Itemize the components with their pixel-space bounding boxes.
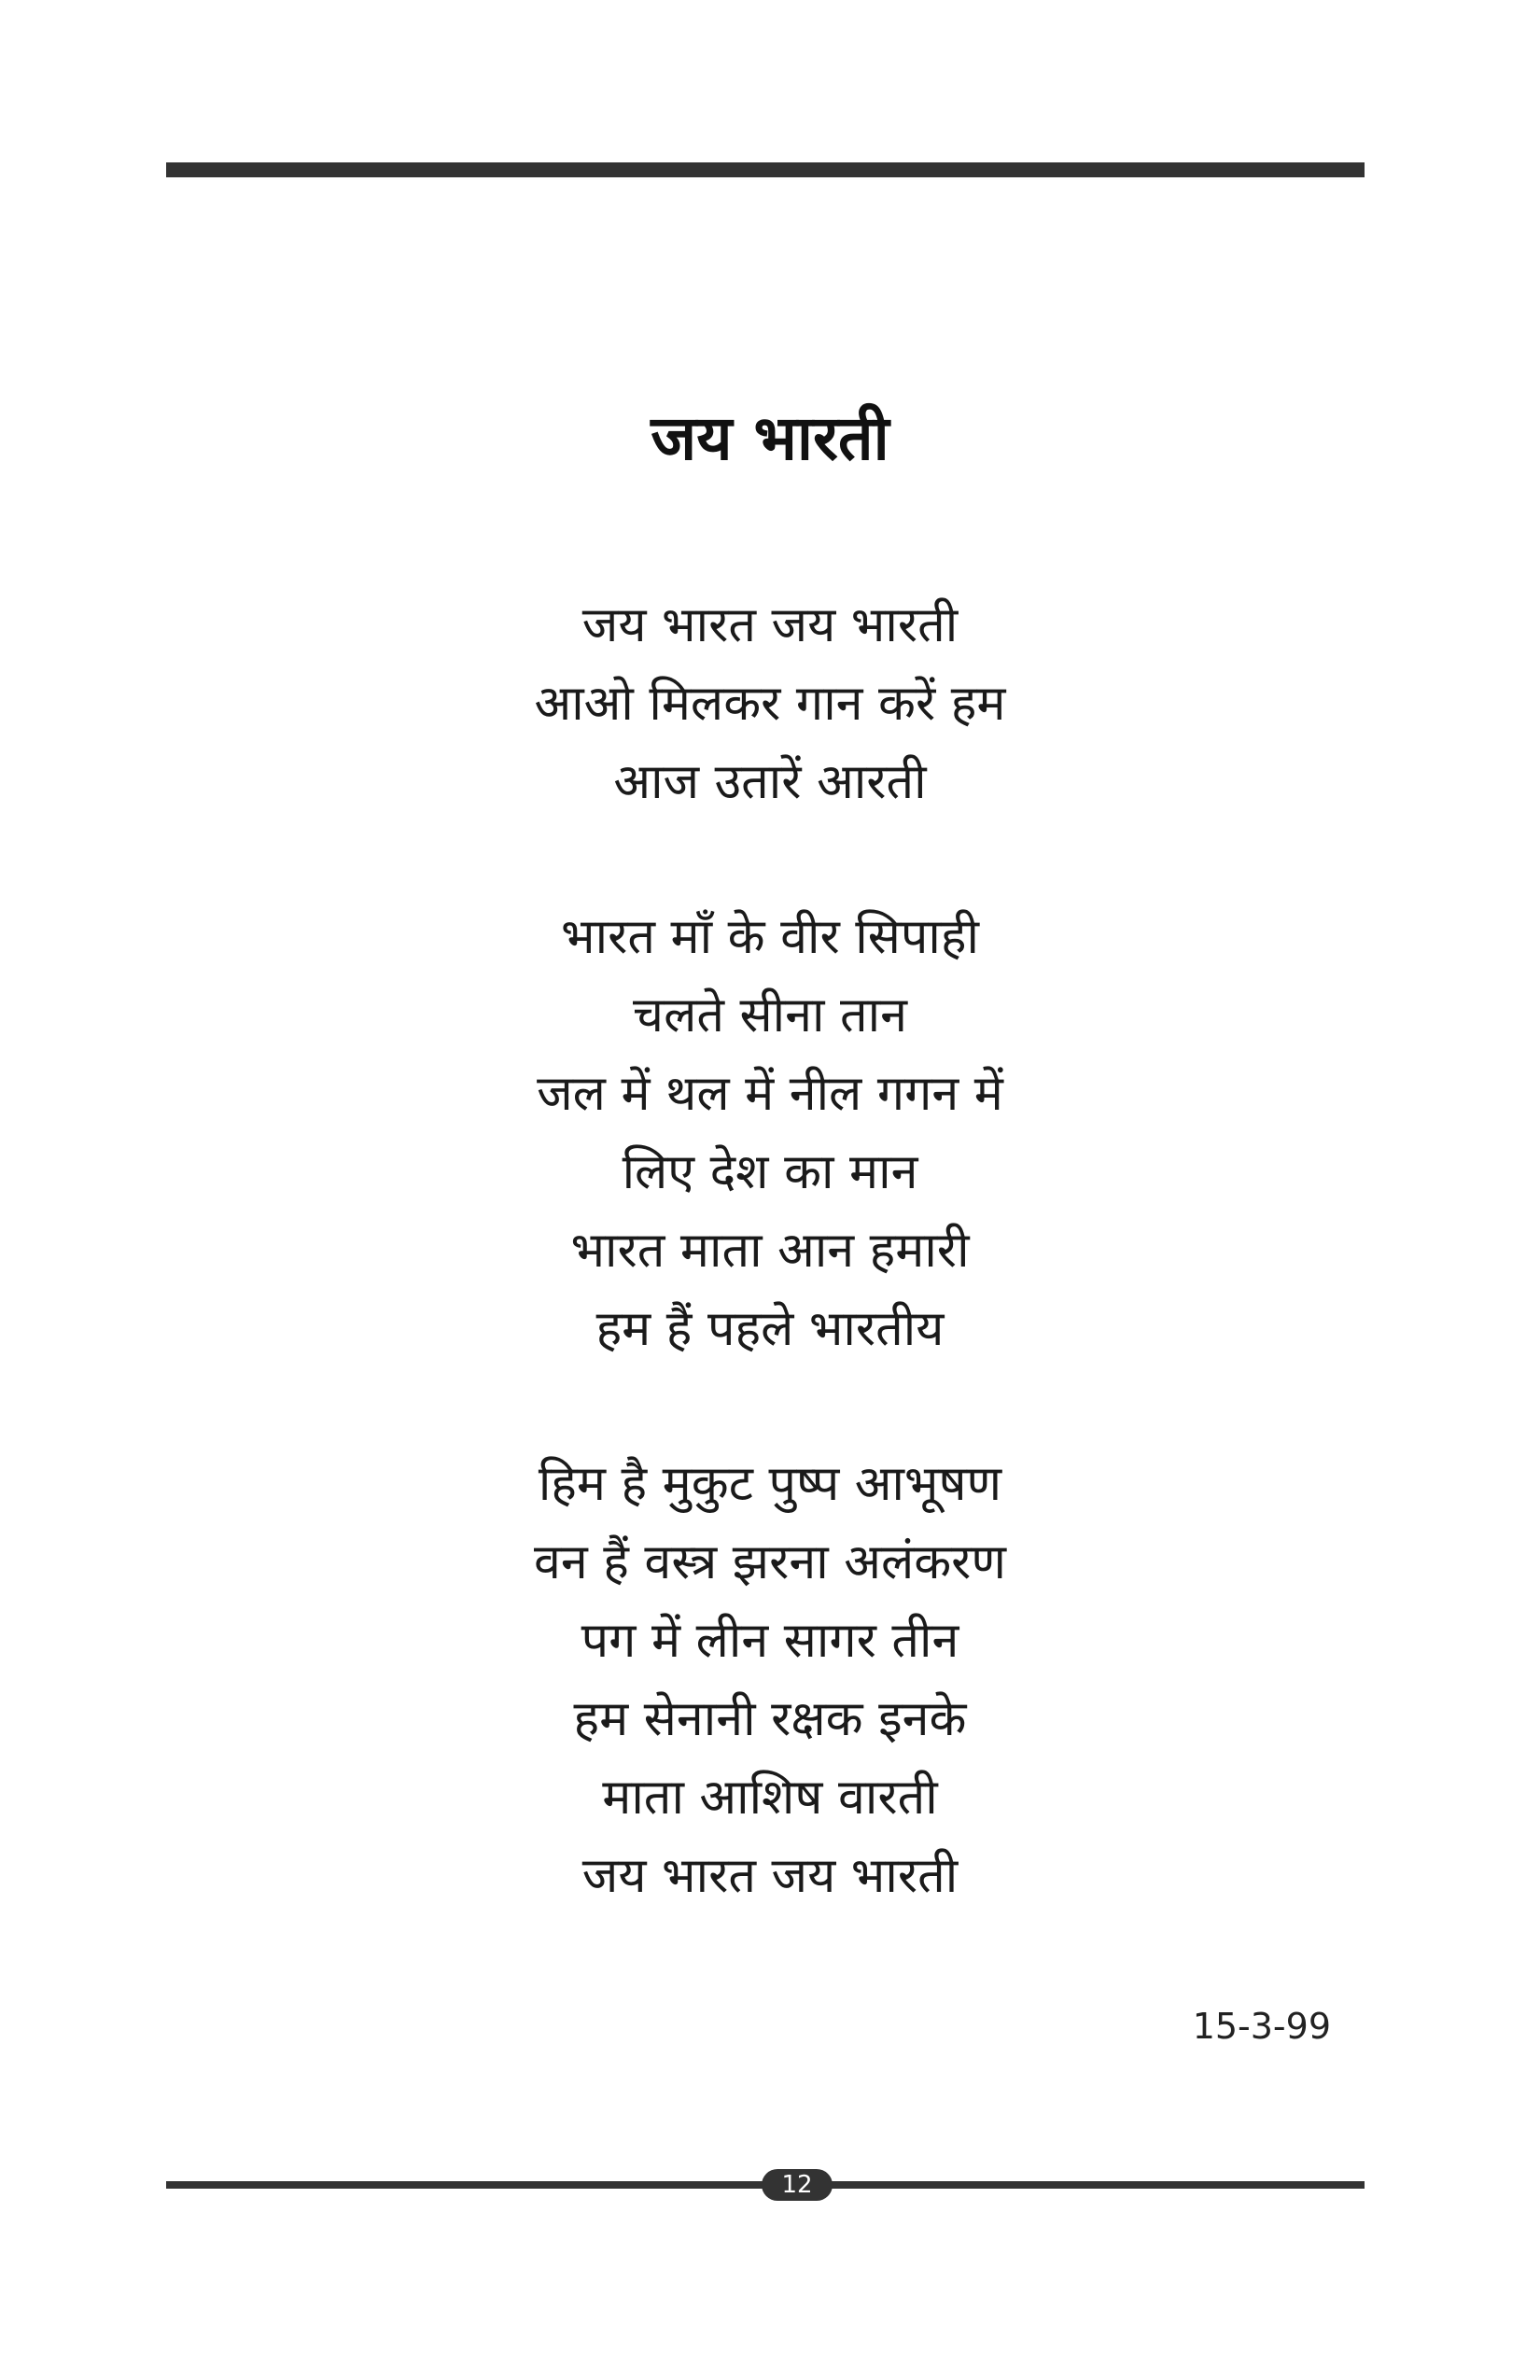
poem-line: भारत माता आन हमारी: [570, 1223, 970, 1279]
poem-line: पग में लीन सागर तीन: [581, 1613, 959, 1669]
page-number-badge: 12: [762, 2169, 833, 2201]
stanza-3: [0, 1445, 1540, 1915]
poem-line: चलते सीना तान: [633, 987, 907, 1043]
stanza-1: [0, 586, 1540, 821]
poem-line: आओ मिलकर गान करें हम: [534, 676, 1006, 732]
poem-line: हम हैं पहले भारतीय: [595, 1301, 945, 1357]
poem-line: जय भारत जय भारती: [581, 597, 959, 653]
poem-line: वन हैं वस्त्र झरना अलंकरण: [533, 1534, 1007, 1590]
poem-line: जल में थल में नील गगन में: [537, 1066, 1003, 1122]
poem-line: माता आशिष वारती: [602, 1770, 938, 1826]
top-rule: [166, 162, 1365, 177]
poem-line: जय भारत जय भारती: [581, 1848, 959, 1904]
poem-line: आज उतारें आरती: [613, 754, 927, 810]
stanza-2: [0, 898, 1540, 1368]
poem-line: हिम है मुकुट पुष्प आभूषण: [538, 1456, 1002, 1512]
poem-line: लिए देश का मान: [622, 1144, 918, 1200]
poem-line: भारत माँ के वीर सिपाही: [561, 909, 979, 965]
poem-line: हम सेनानी रक्षक इनके: [573, 1691, 967, 1747]
poem-body: [0, 586, 1540, 1992]
poem-date: 15-3-99: [1192, 2006, 1331, 2047]
poem-title: जय भारती: [651, 402, 889, 474]
